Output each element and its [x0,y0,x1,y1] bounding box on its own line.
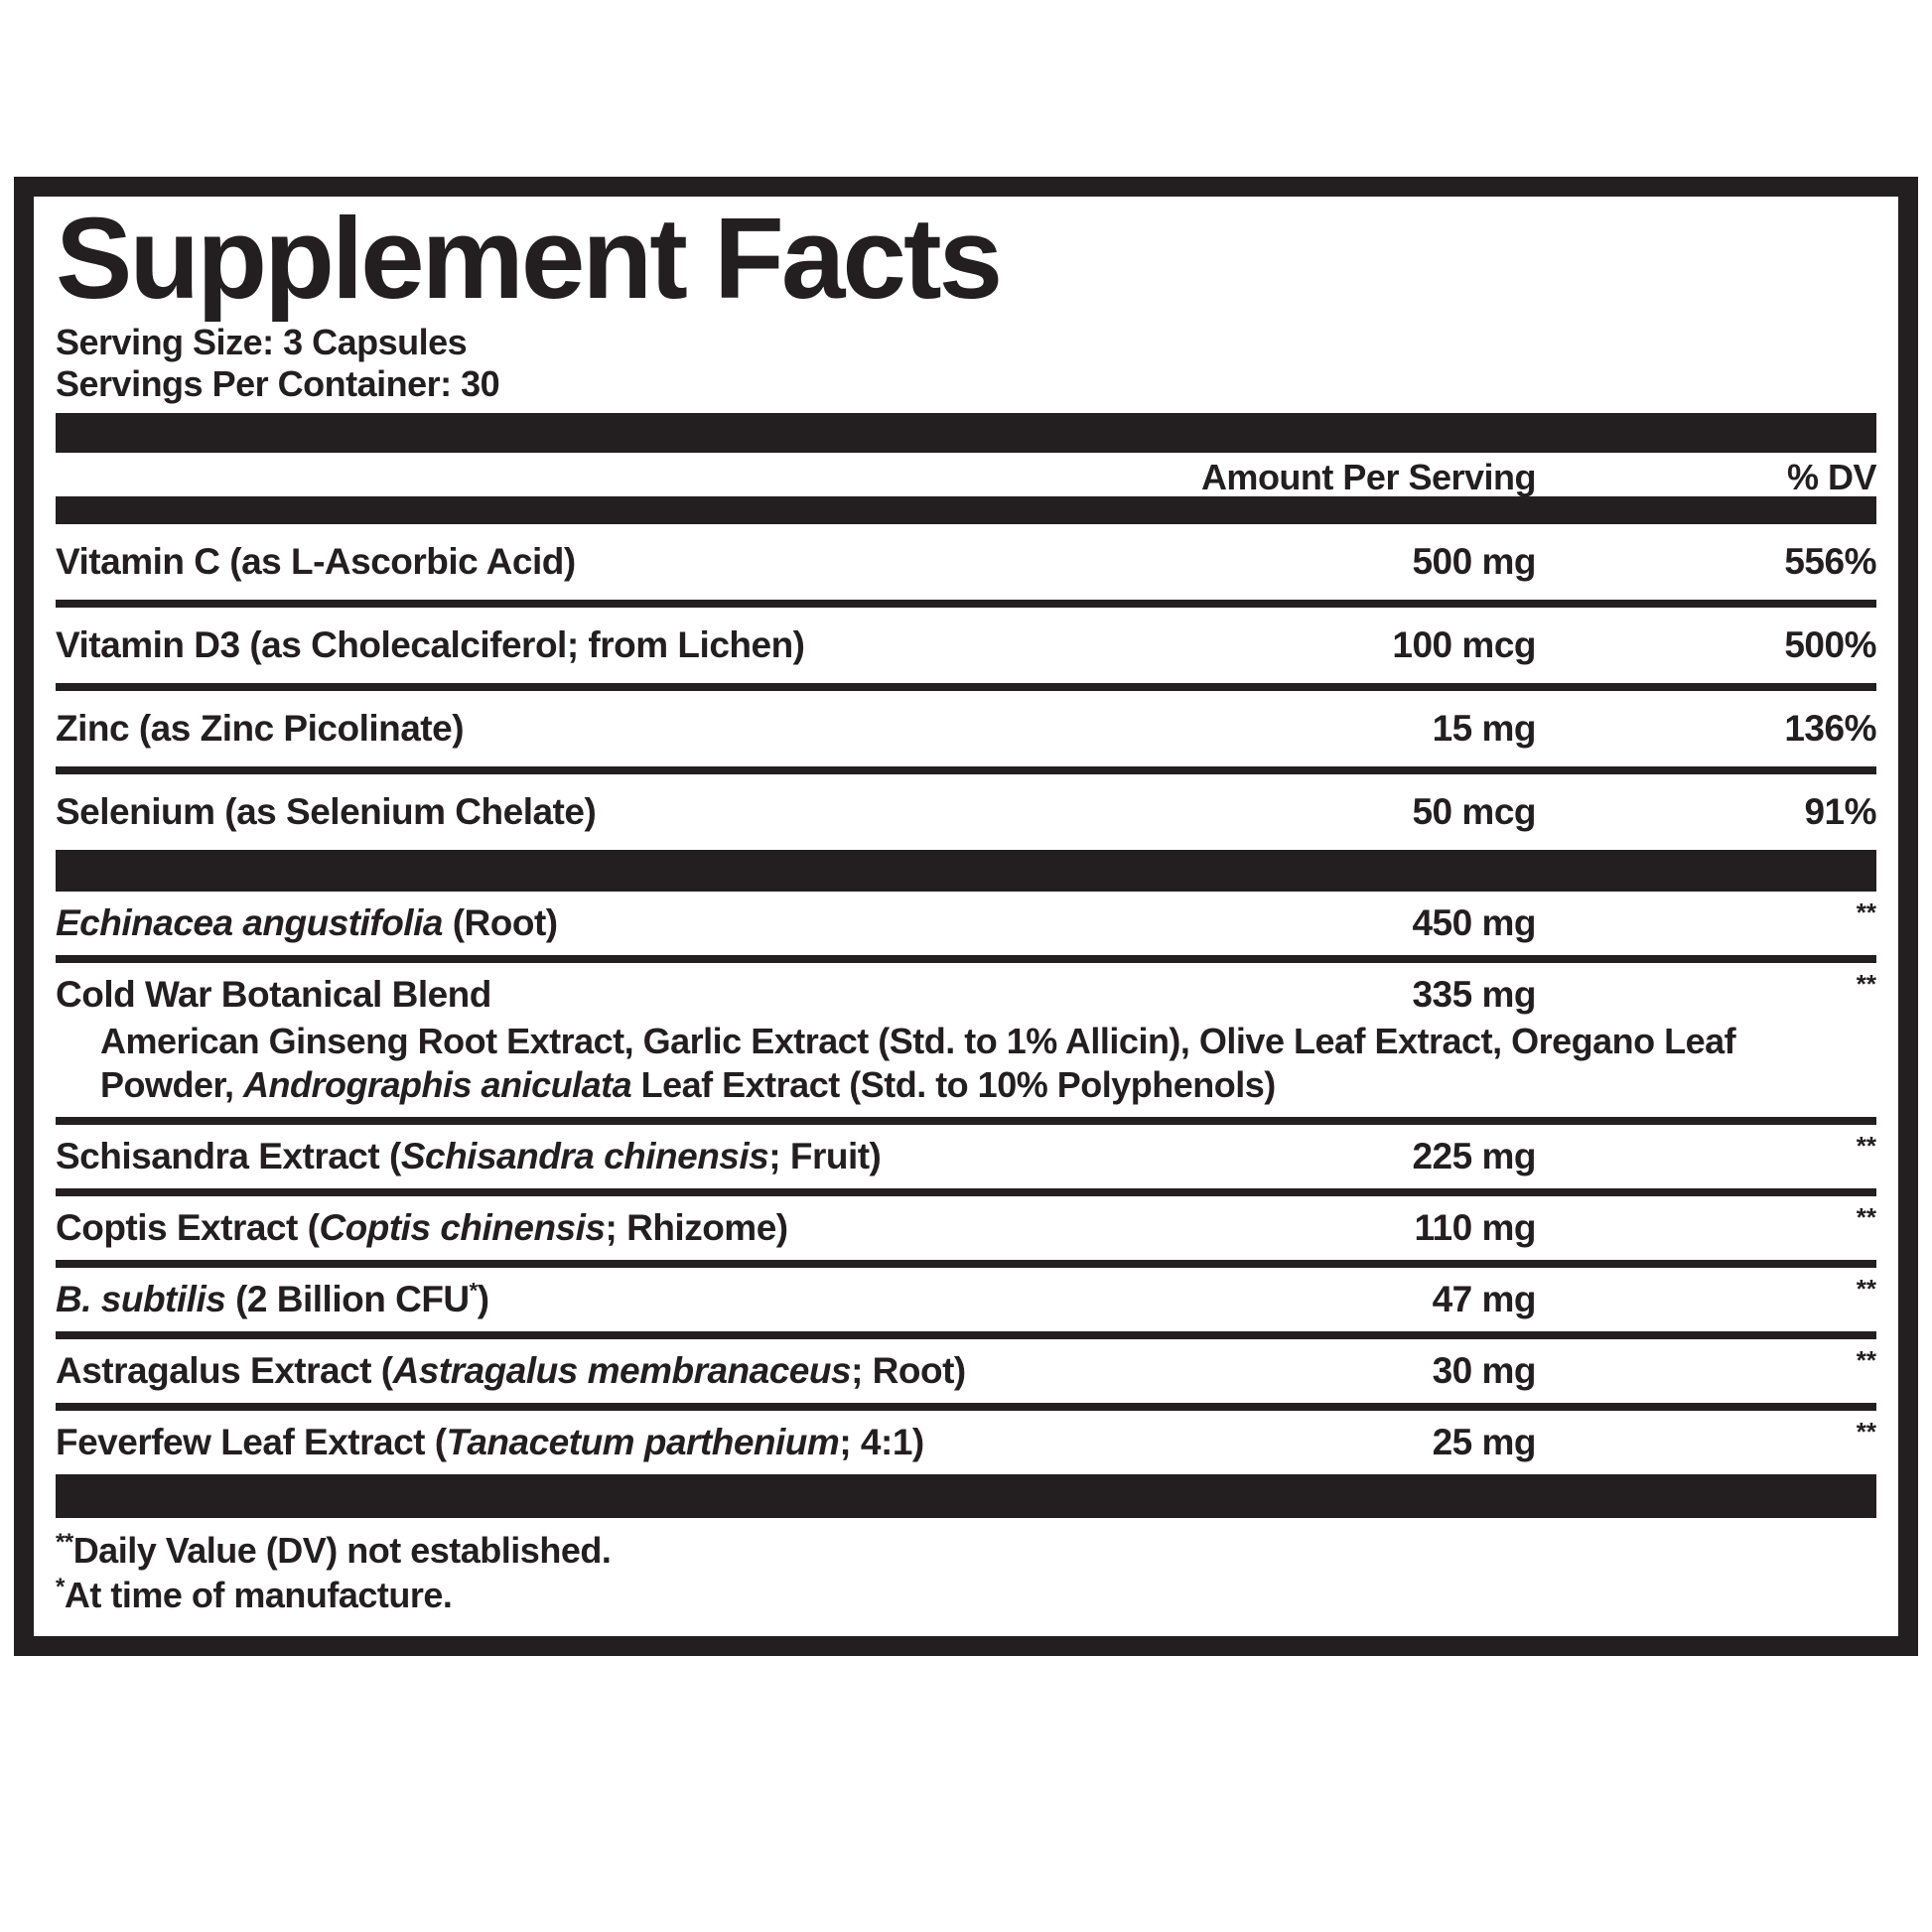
dv-not-established-mark: ** [1856,1131,1876,1161]
blend-ingredients-list [100,1020,1872,1107]
ingredient-name [56,1136,1876,1177]
ingredient-name-segment: Vitamin D3 (as Cholecalciferol; from Lichen) [56,624,805,665]
ingredient-row [56,774,1876,850]
botanical-rows [56,892,1876,1474]
ingredient-name [56,902,1876,944]
amount-per-serving-value: 500 mg [1412,541,1536,582]
ingredient-row [56,963,1876,1117]
ingredient-name [56,791,1876,833]
ingredient-row [56,892,1876,955]
amount-per-serving-value: 15 mg [1432,708,1536,749]
ingredient-name-segment: Coptis chinensis [319,1207,606,1248]
ingredient-row [56,1411,1876,1474]
column-header-dv: % DV [1786,457,1876,497]
panel-title: Supplement Facts [56,194,1001,323]
amount-per-serving-value: 47 mg [1432,1279,1536,1319]
dv-not-established-mark: ** [1856,897,1876,927]
amount-per-serving-value: 30 mg [1432,1350,1536,1391]
ingredient-name-segment: Astragalus Extract ( [56,1350,393,1391]
ingredient-name-segment: Feverfew Leaf Extract ( [56,1422,447,1462]
divider-bar-middle [56,850,1876,892]
ingredient-name [56,624,1876,666]
dv-not-established-mark: ** [1856,1417,1876,1447]
row-separator [56,955,1876,963]
footnote-line [56,1573,1876,1617]
ingredient-name-segment: Schisandra chinensis [400,1136,769,1176]
ingredient-name-segment: Coptis Extract ( [56,1207,320,1248]
ingredient-name-segment: ; 4:1) [839,1422,924,1462]
ingredient-name-segment: Selenium (as Selenium Chelate) [56,791,597,832]
nutrient-rows [56,524,1876,850]
ingredient-name-segment: Vitamin C (as L-Ascorbic Acid) [56,541,576,582]
ingredient-name-segment: * [469,1278,478,1304]
ingredient-name-segment: (2 Billion CFU [225,1279,470,1319]
ingredient-name-segment: B. subtilis [56,1279,226,1319]
dv-not-established-mark: ** [1856,1274,1876,1304]
dv-percent-value: 500% [1784,624,1876,665]
footnote-line [56,1528,1876,1573]
ingredient-row [56,524,1876,600]
ingredient-name [56,1350,1876,1392]
serving-info [56,322,1876,405]
blend-ingredient-segment: American Ginseng Root Extract, Garlic Extract (Std. to 1% Allicin), Olive Leaf Extract, Oregano Leaf Powder, [100,1021,1736,1105]
blend-ingredient-segment: Andrographis aniculata [243,1064,632,1105]
ingredient-name-segment: Astragalus membranaceus [392,1350,852,1391]
divider-bar-bottom [56,1474,1876,1518]
dv-percent-value: 91% [1804,791,1876,832]
column-header-amount: Amount Per Serving [1200,457,1536,497]
amount-per-serving-value: 450 mg [1412,902,1536,943]
row-separator [56,1331,1876,1339]
ingredient-name-segment: ) [477,1279,489,1319]
ingredient-name [56,708,1876,750]
dv-not-established-mark: ** [1856,1202,1876,1232]
dv-not-established-mark: ** [1856,969,1876,999]
ingredient-name-segment: Tanacetum parthenium [446,1422,840,1462]
row-separator [56,1188,1876,1196]
ingredient-name-segment: ; Fruit) [768,1136,882,1176]
row-separator [56,600,1876,608]
amount-per-serving-value: 50 mcg [1412,791,1536,832]
blend-ingredient-segment: Leaf Extract (Std. to 10% Polyphenols) [631,1064,1276,1105]
ingredient-row [56,1339,1876,1403]
ingredient-name-segment: Cold War Botanical Blend [56,974,491,1015]
amount-per-serving-value: 335 mg [1412,974,1536,1015]
ingredient-row [56,1268,1876,1331]
servings-per-container: Servings Per Container: 30 [56,363,500,404]
amount-per-serving-value: 225 mg [1412,1136,1536,1176]
divider-bar-header [56,496,1876,524]
ingredient-row [56,1125,1876,1188]
row-separator [56,1260,1876,1268]
ingredient-row [56,608,1876,683]
ingredient-name-segment: Schisandra Extract ( [56,1136,401,1176]
ingredient-name-segment: ; Root) [851,1350,966,1391]
dv-not-established-mark: ** [1856,1345,1876,1375]
ingredient-name-segment: ; Rhizome) [605,1207,788,1248]
dv-percent-value: 556% [1784,541,1876,582]
ingredient-name [56,1279,1876,1320]
ingredient-name-segment: Zinc (as Zinc Picolinate) [56,708,465,749]
ingredient-name [56,1207,1876,1249]
ingredient-name-segment: (Root) [442,902,558,943]
ingredient-row [56,1196,1876,1260]
ingredient-name-segment: Echinacea angustifolia [56,902,443,943]
amount-per-serving-value: 100 mcg [1392,624,1536,665]
column-header-row [56,453,1876,496]
row-separator [56,1117,1876,1125]
supplement-facts-panel [14,177,1918,1656]
row-separator [56,683,1876,691]
amount-per-serving-value: 110 mg [1414,1207,1536,1248]
footnote-marker: * [56,1574,65,1600]
divider-bar-top [56,413,1876,453]
footnotes [56,1528,1876,1617]
footnote-text: Daily Value (DV) not established. [72,1530,612,1571]
serving-size: Serving Size: 3 Capsules [56,322,468,362]
ingredient-name [56,1422,1876,1463]
footnote-marker: ** [56,1529,73,1556]
ingredient-name [56,541,1876,583]
row-separator [56,766,1876,774]
row-separator [56,1403,1876,1411]
amount-per-serving-value: 25 mg [1432,1422,1536,1462]
footnote-text: At time of manufacture. [64,1575,453,1615]
ingredient-name [56,974,1876,1016]
ingredient-row [56,691,1876,766]
dv-percent-value: 136% [1784,708,1876,749]
